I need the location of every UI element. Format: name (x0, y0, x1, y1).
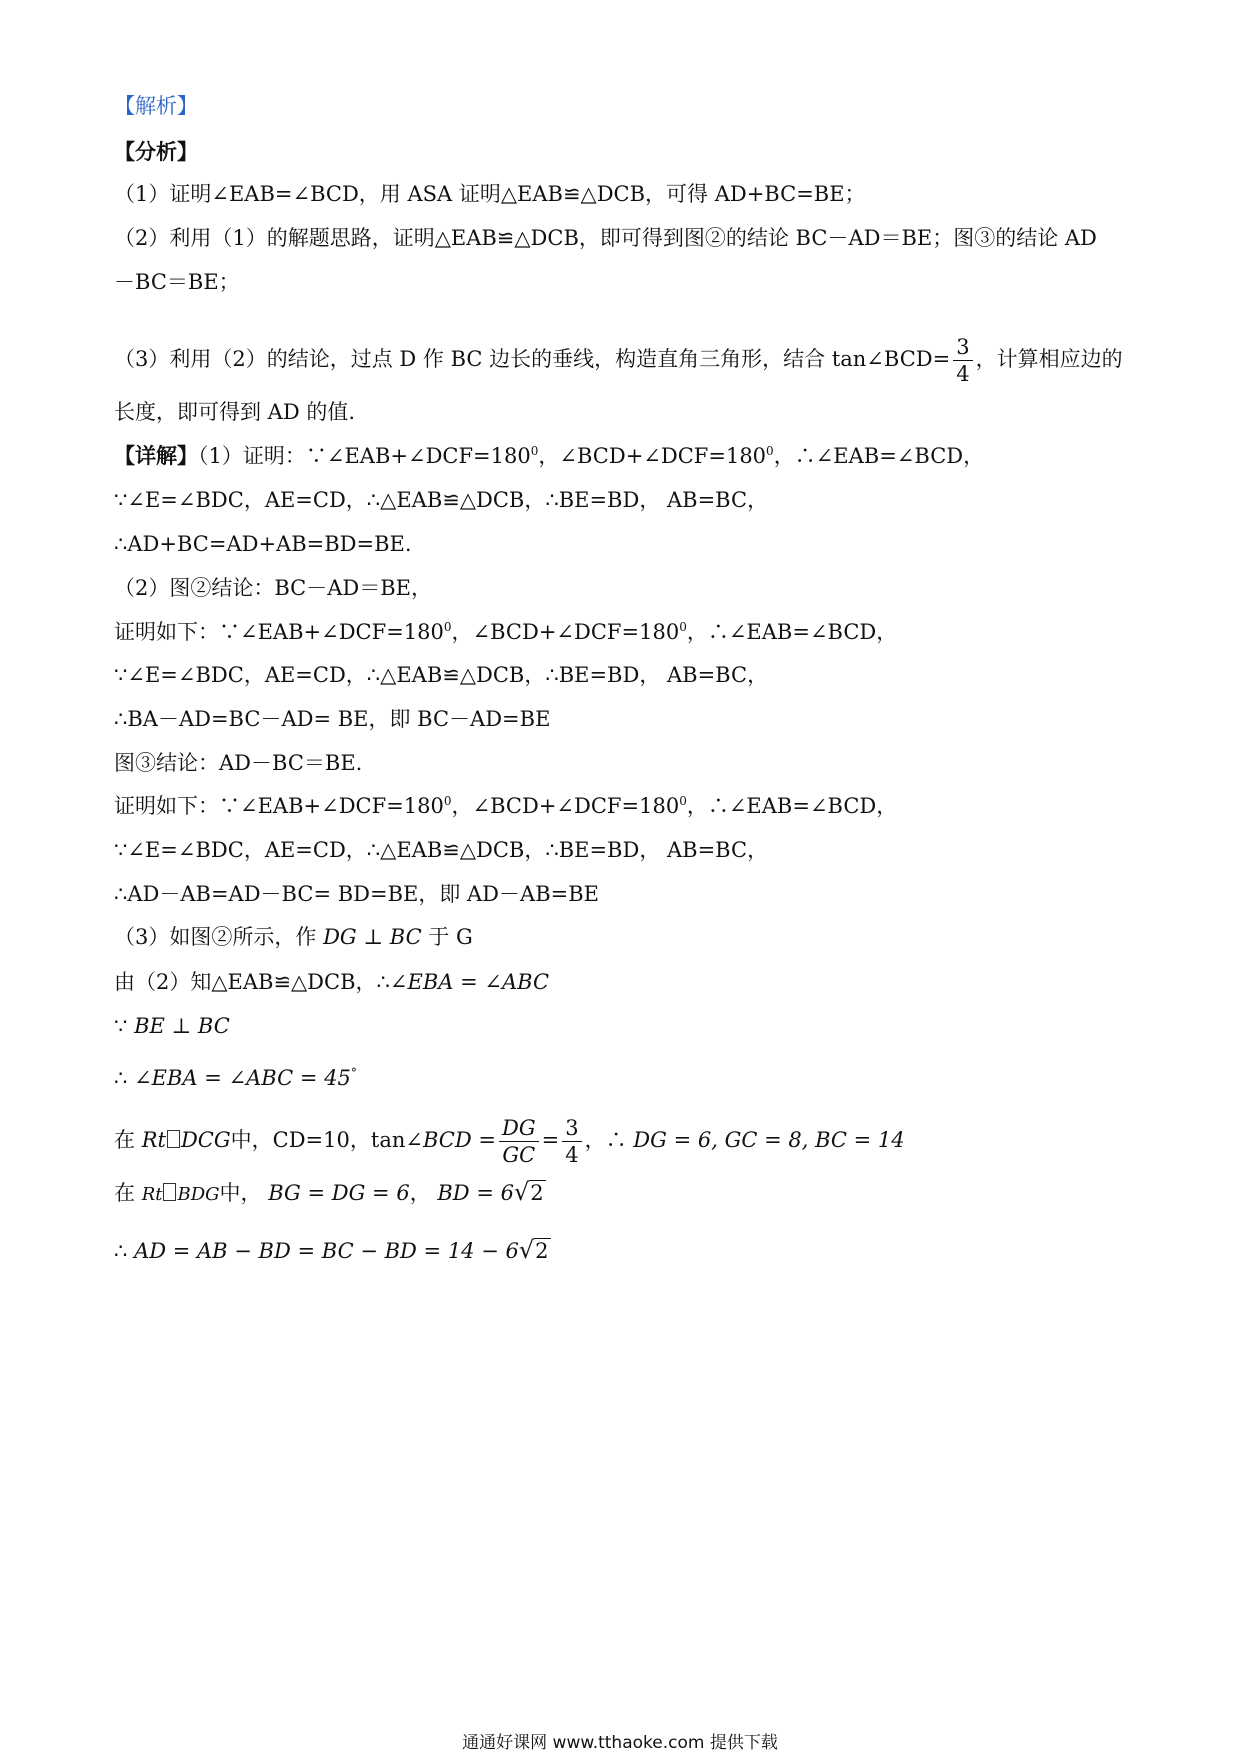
s16-tan: tan∠ (370, 1128, 423, 1152)
solution-line-12 (114, 923, 473, 951)
s16-result: DG = 6, GC = 8, BC = 14 (633, 1128, 905, 1152)
solution-line-16 (114, 1110, 905, 1170)
s18-math: AD = AB − BD = BC − BD = 14 − 6 (134, 1239, 519, 1263)
superscript-zero: 0 (443, 794, 452, 808)
s16-rt: Rt (141, 1128, 166, 1152)
solution-line-1 (114, 442, 984, 470)
solution-line-2: ∵∠E=∠BDC，AE=CD，∴△EAB≌△DCB，∴BE=BD， AB=BC， (114, 488, 769, 512)
s17-d: 中， (219, 1181, 262, 1205)
s12-c: 于 G (428, 925, 473, 949)
sqrt-icon: √ (513, 1178, 530, 1206)
s14-math: BE ⊥ BC (134, 1014, 230, 1038)
degree-sign: ° (350, 1066, 357, 1080)
s17-bd: BD = 6 (437, 1181, 514, 1205)
solution-line-8: 图③结论：AD－BC＝BE. (114, 751, 363, 775)
s12-math: DG ⊥ BC (323, 925, 422, 949)
fenxi-heading: 【分析】 (114, 139, 198, 164)
analysis-3-pre: （3）利用（2）的结论，过点 D 作 BC 边长的垂线，构造直角三角形，结合 tan∠BCD= (114, 347, 951, 371)
solution-line-17 (114, 1178, 546, 1209)
s1-c: ，∴∠EAB=∠BCD， (773, 444, 985, 468)
s16-d: 中，CD=10， (230, 1128, 371, 1152)
s5-b: ，∠BCD+∠DCF=180 (451, 620, 680, 644)
superscript-zero: 0 (443, 620, 452, 634)
s5-a: 证明如下：∵∠EAB+∠DCF=180 (114, 620, 444, 644)
analysis-line-3b: 长度，即可得到 AD 的值. (114, 400, 356, 424)
sqrt-radicand: 2 (535, 1239, 549, 1263)
analysis-line-3 (114, 334, 1123, 387)
xiangjie-heading: 【详解】 (114, 443, 198, 468)
solution-line-5 (114, 618, 897, 646)
s16-bcd: BCD (422, 1128, 472, 1152)
superscript-zero: 0 (679, 794, 687, 808)
fraction-numerator: 3 (953, 334, 972, 361)
s12-a: （3）如图②所示，作 (114, 925, 317, 949)
analysis-line-1: （1）证明∠EAB=∠BCD，用 ASA 证明△EAB≌△DCB，可得 AD+BC=BE； (114, 182, 866, 206)
solution-line-6: ∵∠E=∠BDC，AE=CD，∴△EAB≌△DCB，∴BE=BD， AB=BC， (114, 663, 769, 687)
s9-c: ，∴∠EAB=∠BCD， (686, 794, 898, 818)
s17-eq1: BG = DG = 6 (268, 1181, 410, 1205)
solution-line-14 (114, 1012, 230, 1040)
triangle-placeholder-box (163, 1183, 176, 1201)
s16-a: 在 (114, 1128, 135, 1152)
superscript-zero: 0 (679, 620, 687, 634)
sqrt-icon: √ (518, 1236, 535, 1264)
sqrt-radicand: 2 (530, 1181, 544, 1205)
solution-line-9 (114, 792, 897, 820)
fraction-denominator: 4 (565, 1143, 579, 1167)
solution-line-11: ∴AD－AB=AD－BC= BD=BE，即 AD－AB=BE (114, 882, 599, 906)
s16-h: ，∴ (584, 1128, 627, 1152)
equals-sign: = (478, 1128, 496, 1152)
superscript-zero: 0 (766, 444, 774, 458)
fraction-numerator: DG (499, 1115, 539, 1142)
fraction-denominator: 4 (956, 362, 970, 386)
fraction-three-quarters (562, 1115, 581, 1168)
therefore-symbol: ∴ (114, 1066, 128, 1090)
s17-rt: Rt (141, 1184, 163, 1205)
superscript-zero: 0 (530, 444, 539, 458)
fraction-dg-gc (499, 1115, 539, 1168)
solution-line-15 (114, 1064, 357, 1092)
solution-line-3: ∴AD+BC=AD+AB=BD=BE. (114, 532, 412, 556)
therefore-symbol: ∴ (114, 1239, 128, 1263)
s9-b: ，∠BCD+∠DCF=180 (451, 794, 680, 818)
analysis-line-2b: －BC＝BE； (114, 270, 240, 294)
s1-b: ，∠BCD+∠DCF=180 (538, 444, 767, 468)
s13-math: ∠EBA = ∠ABC (389, 970, 550, 994)
s15-math: ∠EBA = ∠ABC = 45 (134, 1066, 351, 1090)
solution-line-4: （2）图②结论：BC－AD＝BE， (114, 576, 433, 600)
solution-line-7: ∴BA－AD=BC－AD= BE，即 BC－AD=BE (114, 707, 551, 731)
equals-sign: = (541, 1128, 560, 1152)
fraction-three-quarters (953, 334, 972, 387)
footer-text: 通通好课网 www.tthaoke.com 提供下载 (462, 1733, 778, 1753)
s1-a: （1）证明：∵∠EAB+∠DCF=180 (198, 444, 531, 468)
s16-dcg: DCG (180, 1128, 231, 1152)
s13-a: 由（2）知△EAB≌△DCB，∴ (114, 970, 390, 994)
s17-a: 在 (114, 1181, 135, 1205)
jiexi-heading: 【解析】 (114, 94, 198, 118)
analysis-line-2a: （2）利用（1）的解题思路，证明△EAB≌△DCB，即可得到图②的结论 BC－AD＝BE；图③的结论 AD (114, 226, 1097, 250)
s5-c: ，∴∠EAB=∠BCD， (686, 620, 898, 644)
solution-line-18 (114, 1236, 551, 1265)
solution-line-13 (114, 968, 549, 996)
fraction-denominator: GC (502, 1143, 536, 1167)
s17-bdg: BDG (177, 1184, 220, 1205)
s9-a: 证明如下：∵∠EAB+∠DCF=180 (114, 794, 444, 818)
s17-f: ， (409, 1181, 431, 1205)
solution-line-10: ∵∠E=∠BDC，AE=CD，∴△EAB≌△DCB，∴BE=BD， AB=BC， (114, 838, 769, 862)
analysis-3-post: ，计算相应边的 (975, 347, 1123, 371)
fraction-numerator: 3 (562, 1115, 581, 1142)
triangle-placeholder-box (167, 1130, 180, 1148)
because-symbol: ∵ (114, 1014, 128, 1038)
